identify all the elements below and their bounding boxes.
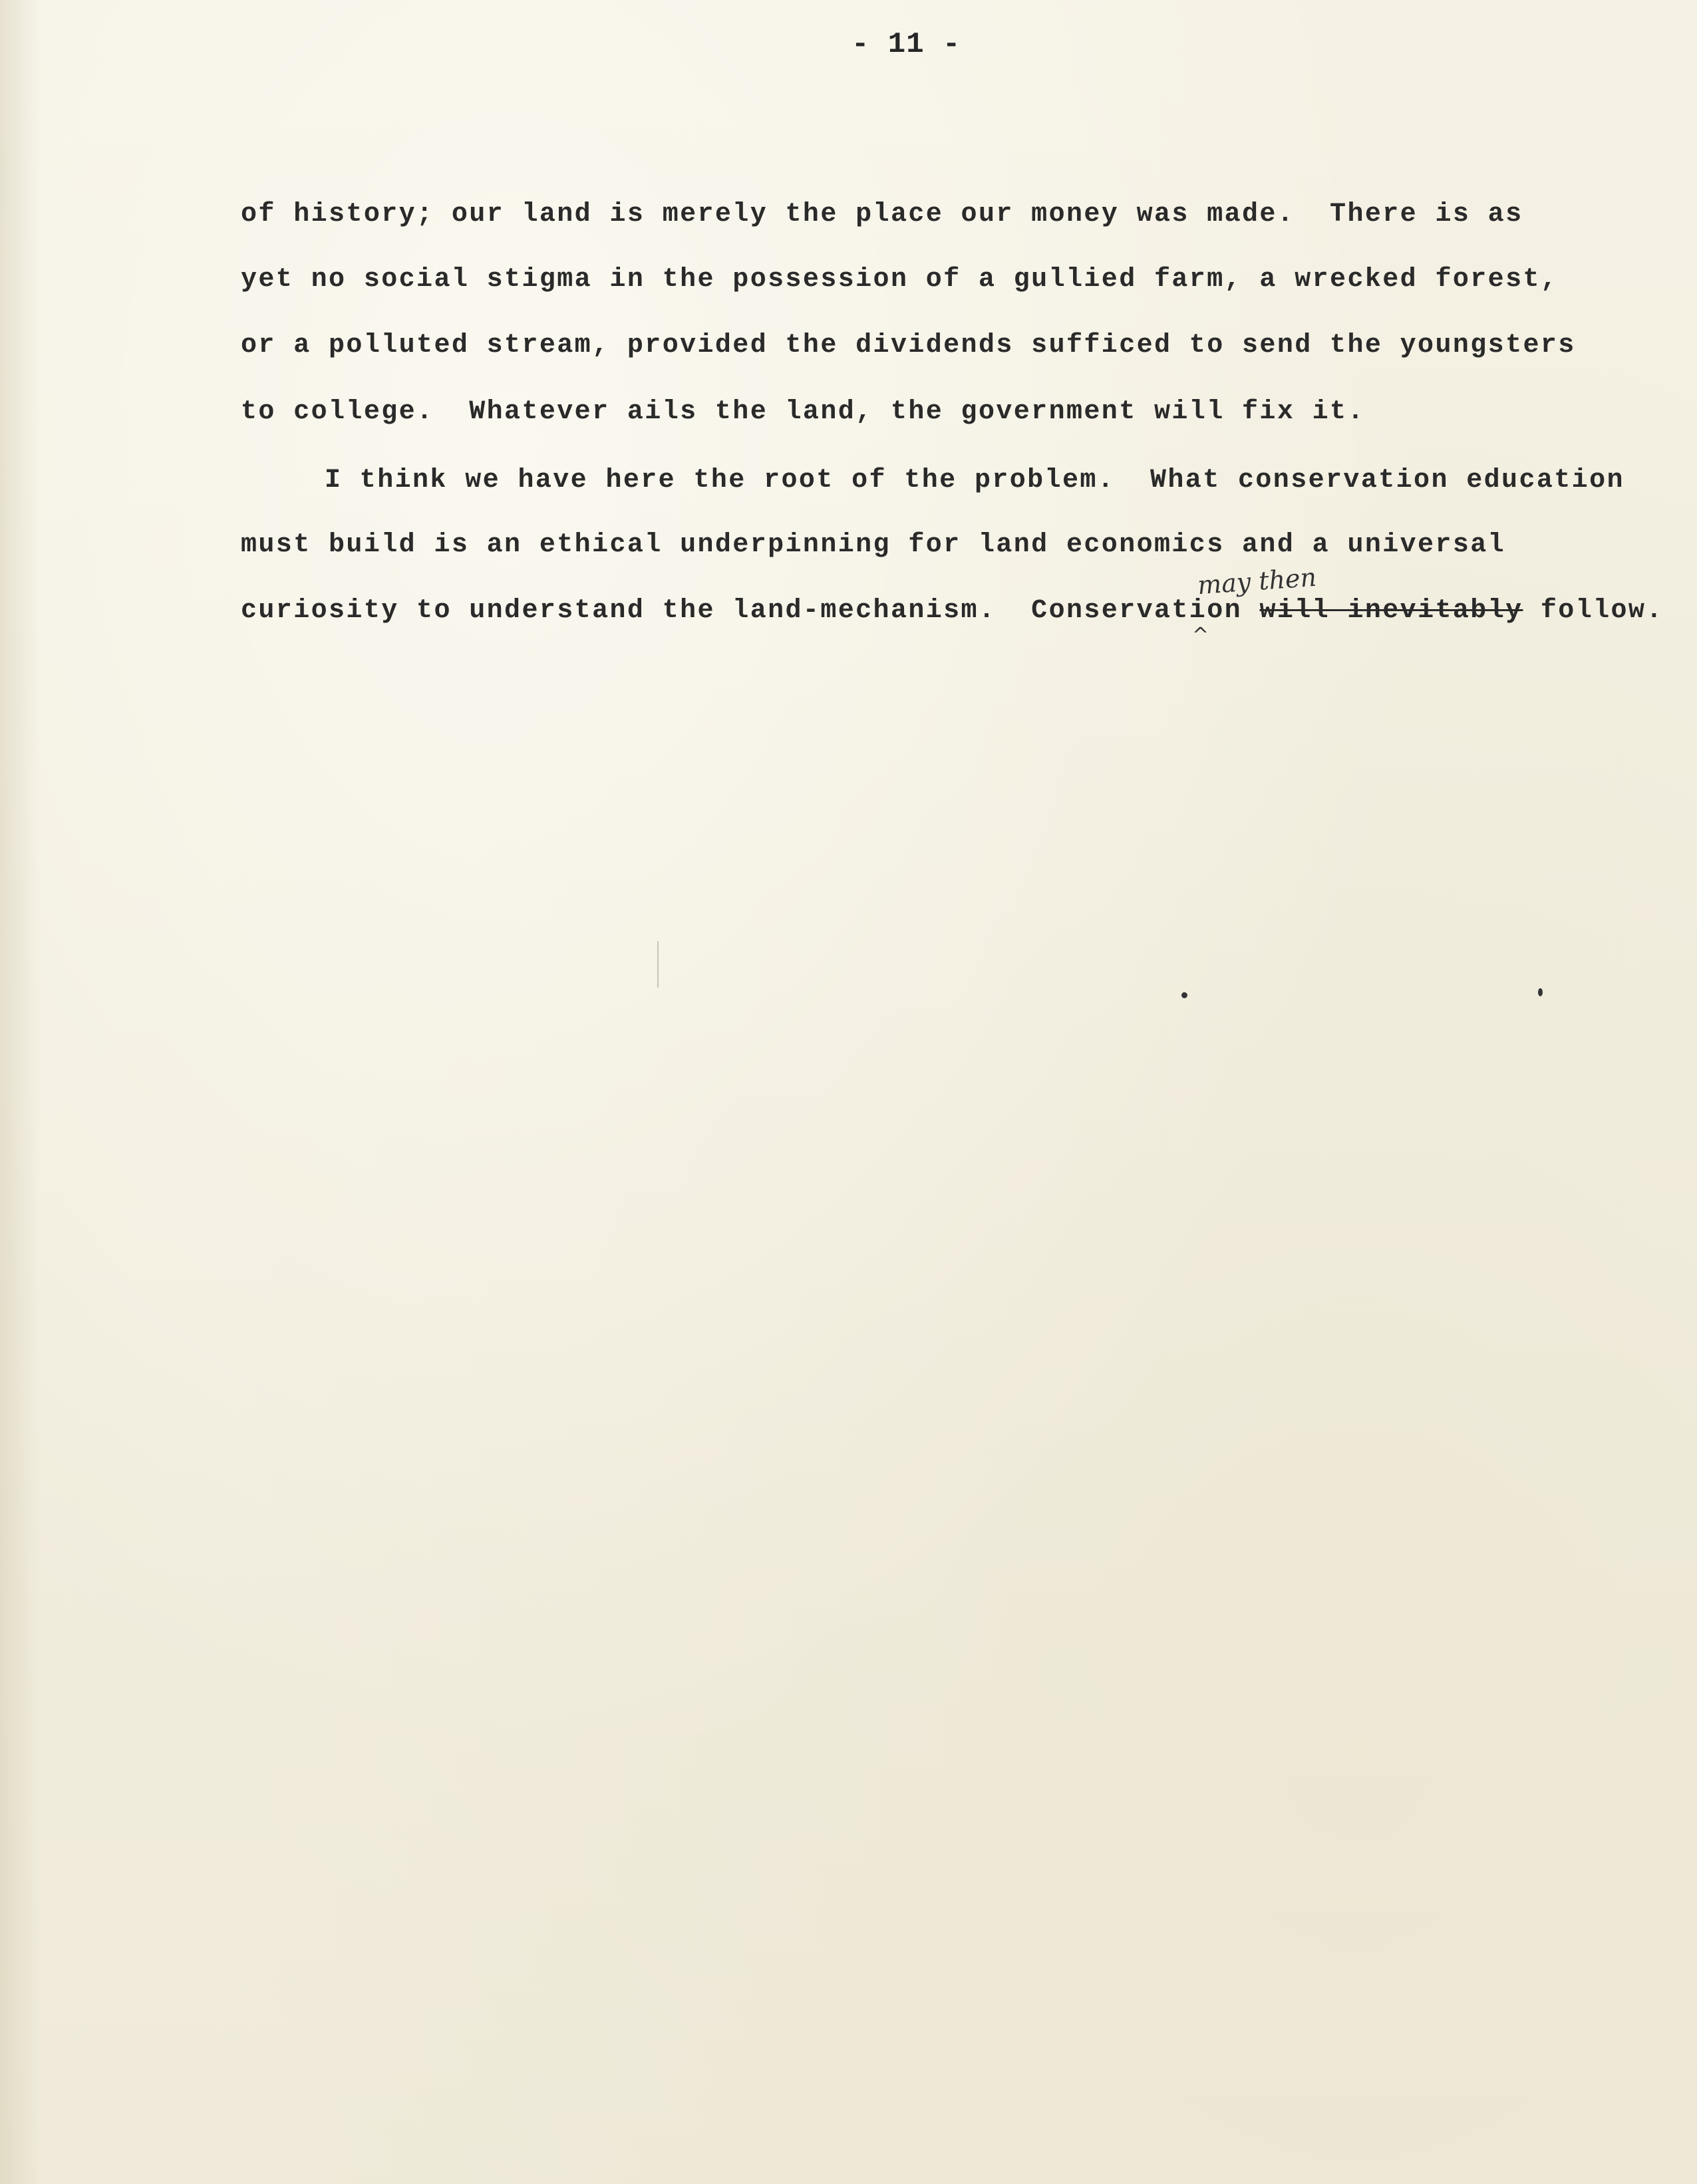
text-line-4: to college. Whatever ails the land, the government will fix it.: [241, 397, 1365, 427]
text-line-3: or a polluted stream, provided the dividends sufficed to send the youngsters: [241, 331, 1576, 360]
text-line-2: yet no social stigma in the possession of a gullied farm, a wrecked forest,: [241, 265, 1559, 295]
text-line-1: of history; our land is merely the place our money was made. There is as: [241, 200, 1523, 229]
text-line-5-paragraph-start: I think we have here the root of the problem. What conservation education: [325, 466, 1624, 495]
paper-mark: [657, 941, 659, 988]
text-line-6: must build is an ethical underpinning for land economics and a universal: [241, 530, 1506, 560]
struck-out-text: will inevitably: [1259, 596, 1523, 626]
ink-speck: [1538, 988, 1543, 996]
ink-speck: [1181, 992, 1187, 998]
page-number: - 11 -: [851, 28, 961, 61]
text-line-7-start: curiosity to understand the land-mechanism. Conservation: [241, 596, 1260, 626]
text-line-7: [241, 596, 1664, 626]
text-line-7-end: follow.: [1523, 596, 1664, 626]
handwritten-insertion: may then: [1196, 562, 1318, 601]
paper-edge-shadow: [0, 0, 40, 2184]
insertion-caret: ^: [1192, 624, 1209, 647]
